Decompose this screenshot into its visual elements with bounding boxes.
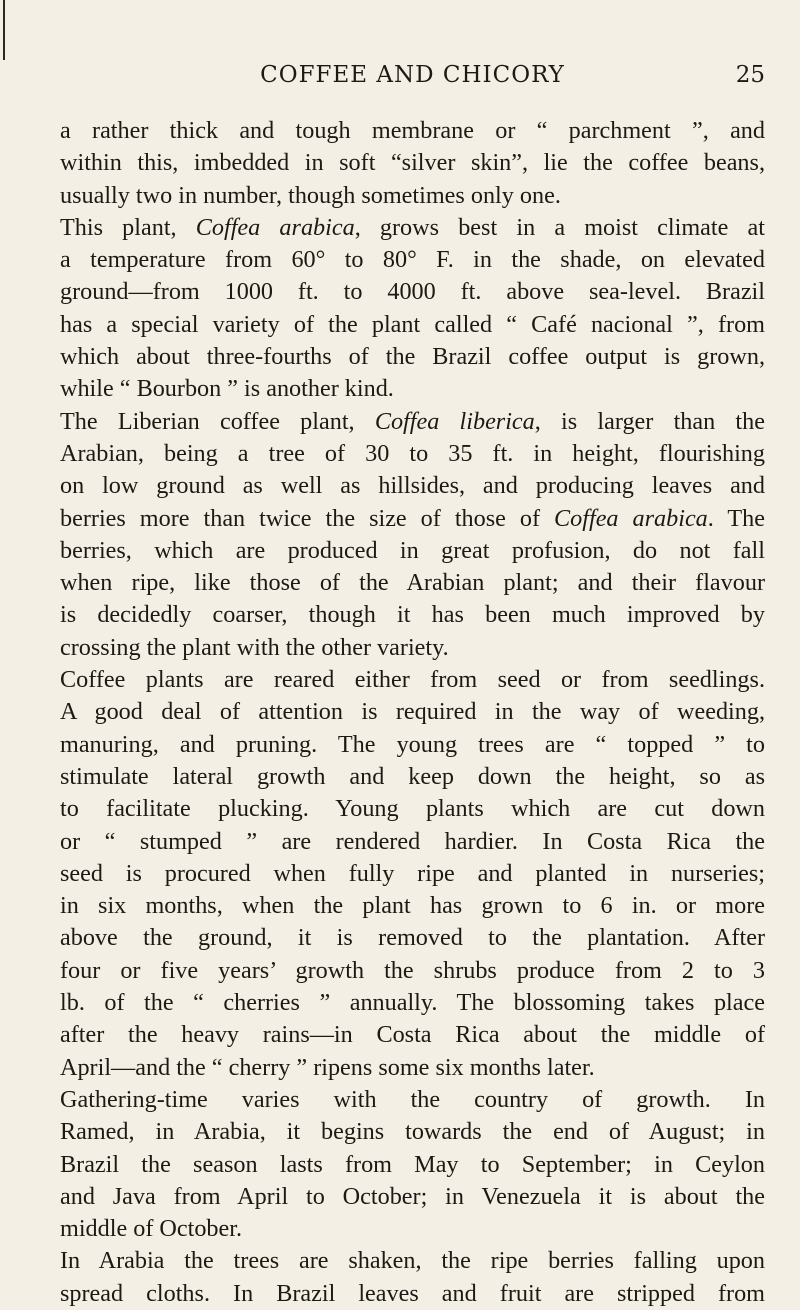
page-number: 25 <box>735 62 765 88</box>
text-line: stimulate lateral growth and keep down the height, so as <box>60 762 765 790</box>
text-line: Ramed, in Arabia, it begins towards the end of August; in <box>60 1118 765 1146</box>
text-line: Arabian, being a tree of 30 to 35 ft. in height, flourishing <box>60 439 765 467</box>
text-line: berries, which are produced in great profusion, do not fall <box>60 536 765 564</box>
text-line: In Arabia the trees are shaken, the ripe berries falling upon <box>60 1247 765 1275</box>
text-line: berries more than twice the size of those of Coffea arabica. The <box>60 504 765 532</box>
text-line: April—and the “ cherry ” ripens some six months later. <box>60 1053 595 1081</box>
text-line: crossing the plant with the other variety. <box>60 633 449 661</box>
text-line: has a special variety of the plant called “ Café nacional ”, from <box>60 310 765 338</box>
text-line: ground—from 1000 ft. to 4000 ft. above sea-level. Brazil <box>60 278 765 306</box>
text-line: to facilitate plucking. Young plants which are cut down <box>60 795 765 823</box>
text-line: middle of October. <box>60 1215 243 1243</box>
text-line: four or five years’ growth the shrubs produce from 2 to 3 <box>60 956 765 984</box>
page-header <box>60 62 765 98</box>
text-line: after the heavy rains—in Costa Rica about the middle of <box>60 1021 765 1049</box>
text-line: above the ground, it is removed to the plantation. After <box>60 924 765 952</box>
running-head: COFFEE AND CHICORY <box>260 62 565 88</box>
text-line: Coffee plants are reared either from seed or from seedlings. <box>60 666 765 694</box>
text-line: and Java from April to October; in Venezuela it is about the <box>60 1182 765 1210</box>
text-line: usually two in number, though sometimes only one. <box>60 181 561 209</box>
text-line: which about three-fourths of the Brazil coffee output is grown, <box>60 343 765 371</box>
text-line: in six months, when the plant has grown to 6 in. or more <box>60 892 765 920</box>
text-line: The Liberian coffee plant, Coffea liberica, is larger than the <box>60 407 765 435</box>
text-line: Brazil the season lasts from May to September; in Ceylon <box>60 1150 765 1178</box>
text-line: spread cloths. In Brazil leaves and fruit are stripped from <box>60 1279 765 1307</box>
text-line: This plant, Coffea arabica, grows best in a moist climate at <box>60 213 765 241</box>
text-line: a rather thick and tough membrane or “ parchment ”, and <box>60 117 765 144</box>
page-edge-rule <box>3 0 5 60</box>
text-line: on low ground as well as hillsides, and producing leaves and <box>60 472 765 500</box>
text-line: while “ Bourbon ” is another kind. <box>60 375 394 403</box>
text-line: within this, imbedded in soft “silver skin”, lie the coffee beans, <box>60 149 765 177</box>
text-line: Gathering-time varies with the country of growth. In <box>60 1085 765 1113</box>
text-line: seed is procured when fully ripe and planted in nurseries; <box>60 859 765 887</box>
text-line: A good deal of attention is required in the way of weeding, <box>60 698 765 726</box>
text-line: lb. of the “ cherries ” annually. The blossoming takes place <box>60 989 765 1017</box>
body-text <box>60 115 765 1310</box>
text-line: is decidedly coarser, though it has been much improved by <box>60 601 765 629</box>
text-line: or “ stumped ” are rendered hardier. In Costa Rica the <box>60 827 765 855</box>
text-line: manuring, and pruning. The young trees are “ topped ” to <box>60 730 765 758</box>
text-line: a temperature from 60° to 80° F. in the shade, on elevated <box>60 246 765 274</box>
text-line: when ripe, like those of the Arabian plant; and their flavour <box>60 569 765 597</box>
